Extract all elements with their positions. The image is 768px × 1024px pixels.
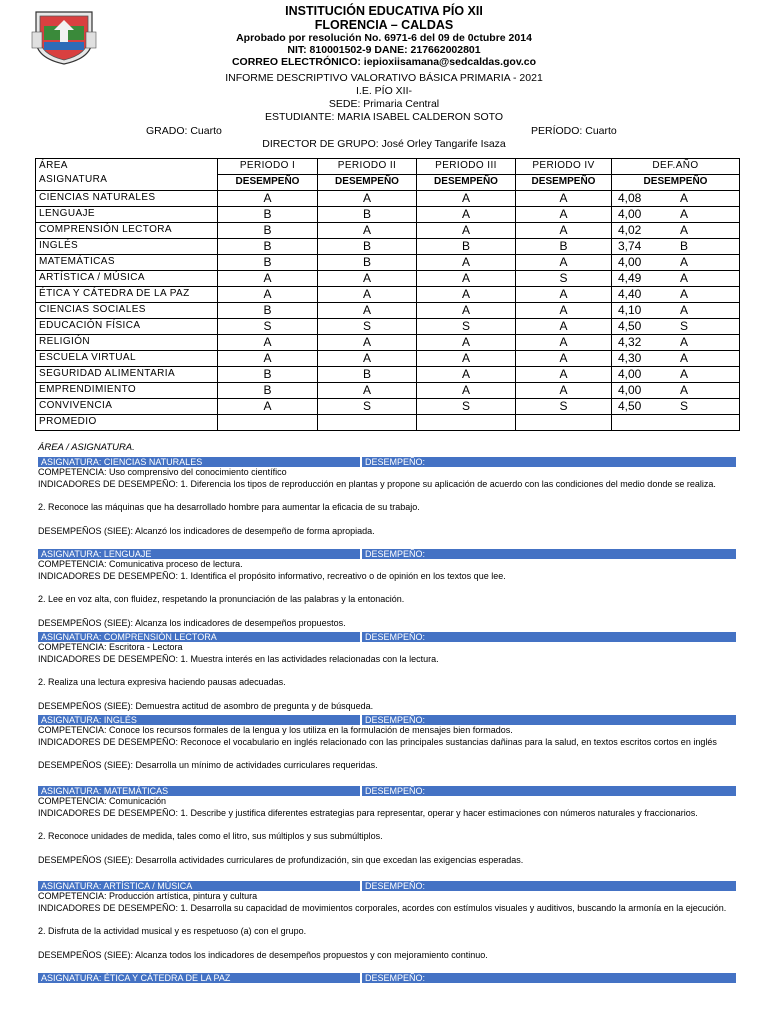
subject-text-line: DESEMPEÑOS (SIEE): Desarrolla un mínimo de actividades curriculares requeridas.	[38, 760, 378, 770]
def-year-letter: A	[680, 351, 689, 365]
period-2-grade-cell: S	[318, 399, 417, 415]
def-year-letter: B	[680, 239, 689, 253]
subject-text-line: COMPETENCIA: Comunicativa proceso de lectura.	[38, 559, 243, 569]
def-year-score: 4,50	[618, 399, 642, 413]
period-2-header: PERIODO II	[318, 159, 417, 175]
spacer	[38, 748, 736, 760]
def-year-score: 4,00	[618, 367, 642, 381]
area-name-cell: ÉTICA Y CÁTEDRA DE LA PAZ	[36, 287, 218, 303]
table-row	[36, 415, 740, 431]
period-1-grade-cell	[218, 415, 318, 431]
subject-section	[38, 715, 736, 772]
area-header: ÁREA	[39, 160, 68, 171]
table-row	[36, 303, 740, 319]
institution-name: INSTITUCIÓN EDUCATIVA PÍO XII	[285, 4, 483, 18]
subject-section	[38, 457, 736, 537]
def-year-letter: A	[680, 287, 689, 301]
area-name-cell: ESCUELA VIRTUAL	[36, 351, 218, 367]
spacer	[38, 514, 736, 526]
period-4-grade-cell: B	[516, 239, 612, 255]
period-3-grade-cell: S	[417, 399, 516, 415]
table-row	[36, 335, 740, 351]
period-4-grade-cell: A	[516, 255, 612, 271]
report-title: INFORME DESCRIPTIVO VALORATIVO BÁSICA PRIMARIA - 2021	[225, 72, 543, 84]
def-year-score: 4,00	[618, 383, 642, 397]
def-year-score: 4,10	[618, 303, 642, 317]
period-label: PERÍODO: Cuarto	[531, 125, 617, 137]
subject-desempeno-label: DESEMPEÑO:	[360, 457, 425, 467]
subject-text-line: 2. Disfruta de la actividad musical y es respetuoso (a) con el grupo.	[38, 926, 307, 936]
def-year-cell	[612, 399, 740, 415]
spacer	[38, 689, 736, 701]
def-year-letter: A	[680, 191, 689, 205]
period-1-grade-cell: A	[218, 287, 318, 303]
subject-header-bar	[38, 881, 736, 891]
period-2-grade-cell: B	[318, 255, 417, 271]
subject-title: ASIGNATURA: CIENCIAS NATURALES	[41, 457, 203, 467]
area-name-cell: RELIGIÓN	[36, 335, 218, 351]
period-1-grade-cell: A	[218, 335, 318, 351]
area-header-cell	[36, 159, 218, 191]
desempeno-header: DESEMPEÑO	[417, 175, 516, 191]
def-year-cell	[612, 287, 740, 303]
period-4-grade-cell: A	[516, 223, 612, 239]
period-2-grade-cell: B	[318, 367, 417, 383]
area-name-cell: LENGUAJE	[36, 207, 218, 223]
subject-text-line: DESEMPEÑOS (SIEE): Alcanza todos los indicadores de desempeños propuestos y con mejoramiento continuo.	[38, 949, 488, 960]
def-year-score: 4,50	[618, 319, 642, 333]
period-1-grade-cell: B	[218, 383, 318, 399]
period-3-grade-cell: A	[417, 271, 516, 287]
def-year-score: 4,40	[618, 287, 642, 301]
period-2-grade-cell: A	[318, 335, 417, 351]
def-year-cell	[612, 367, 740, 383]
subject-text-line: COMPETENCIA: Comunicación	[38, 796, 167, 806]
subject-section	[38, 973, 736, 983]
def-year-score: 4,32	[618, 335, 642, 349]
subject-desempeno-label: DESEMPEÑO:	[360, 715, 425, 725]
subject-text-line: DESEMPEÑOS (SIEE): Alcanza los indicadores de desempeños propuestos.	[38, 617, 346, 628]
subject-title: ASIGNATURA: INGLÉS	[41, 715, 137, 725]
period-2-grade-cell: A	[318, 351, 417, 367]
period-3-grade-cell: S	[417, 319, 516, 335]
period-4-grade-cell: A	[516, 287, 612, 303]
table-row	[36, 287, 740, 303]
def-year-score: 4,02	[618, 223, 642, 237]
subject-desempeno-label: DESEMPEÑO:	[360, 973, 425, 983]
period-1-grade-cell: A	[218, 351, 318, 367]
subject-text-line: INDICADORES DE DESEMPEÑO: 1. Identifica el propósito informativo, recreativo o de opinión en los textos que lee.	[38, 570, 506, 581]
period-3-grade-cell	[417, 415, 516, 431]
subject-text-line: 2. Lee en voz alta, con fluidez, respetando la pronunciación de las palabras y la entonación.	[38, 594, 405, 604]
desempeno-header: DESEMPEÑO	[218, 175, 318, 191]
area-name-cell: EDUCACIÓN FÍSICA	[36, 319, 218, 335]
resolution-text: Aprobado por resolución No. 6971-6 del 09 de 0ctubre 2014	[236, 32, 532, 44]
period-1-grade-cell: B	[218, 303, 318, 319]
table-row	[36, 351, 740, 367]
area-caption: ÁREA / ASIGNATURA.	[38, 442, 135, 453]
area-name-cell: SEGURIDAD ALIMENTARIA	[36, 367, 218, 383]
period-4-grade-cell: A	[516, 207, 612, 223]
subject-text-line: DESEMPEÑOS (SIEE): Alcanzó los indicadores de desempeño de forma apropiada.	[38, 525, 375, 536]
subject-desempeno-label: DESEMPEÑO:	[360, 881, 425, 891]
table-row	[36, 399, 740, 415]
period-3-header: PERIODO III	[417, 159, 516, 175]
period-2-grade-cell: A	[318, 383, 417, 399]
def-year-score: 4,00	[618, 255, 642, 269]
subject-text-line: INDICADORES DE DESEMPEÑO: 1. Desarrolla su capacidad de movimientos corporales, acordes con estímulos visuales y auditivos, buscando la armonía en la ejecución.	[38, 902, 727, 913]
table-row	[36, 319, 740, 335]
def-year-letter: A	[680, 271, 689, 285]
period-2-grade-cell: A	[318, 271, 417, 287]
area-name-cell: INGLÉS	[36, 239, 218, 255]
period-1-grade-cell: A	[218, 271, 318, 287]
period-1-grade-cell: B	[218, 239, 318, 255]
subject-text-line: 2. Reconoce las máquinas que ha desarrollado hombre para aumentar la eficacia de su trabajo.	[38, 502, 420, 512]
table-row	[36, 239, 740, 255]
desempeno-header: DESEMPEÑO	[318, 175, 417, 191]
subject-title: ASIGNATURA: COMPRENSIÓN LECTORA	[41, 632, 217, 642]
def-year-letter: S	[680, 399, 689, 413]
subject-text-line: COMPETENCIA: Conoce los recursos formales de la lengua y los utiliza en la formulación de mensajes bien formados.	[38, 725, 513, 735]
subject-section	[38, 632, 736, 712]
period-3-grade-cell: A	[417, 255, 516, 271]
table-row	[36, 191, 740, 207]
subject-text-line: 2. Realiza una lectura expresiva haciendo pausas adecuadas.	[38, 677, 286, 687]
period-2-grade-cell: S	[318, 319, 417, 335]
subject-text-line: INDICADORES DE DESEMPEÑO: 1. Diferencia los tipos de reproducción en plantas y propone su aplicación de acuerdo con las condiciones del medio donde se realiza.	[38, 478, 716, 489]
def-year-letter: A	[680, 335, 689, 349]
period-2-grade-cell	[318, 415, 417, 431]
spacer	[38, 490, 736, 502]
spacer	[38, 938, 736, 950]
subject-header-bar	[38, 632, 736, 642]
period-4-grade-cell: A	[516, 319, 612, 335]
period-1-grade-cell: A	[218, 191, 318, 207]
subject-header-bar	[38, 457, 736, 467]
report-ie: I.E. PÍO XII-	[355, 85, 412, 97]
subject-desempeno-label: DESEMPEÑO:	[360, 632, 425, 642]
period-4-grade-cell	[516, 415, 612, 431]
period-3-grade-cell: A	[417, 207, 516, 223]
subject-text-line: DESEMPEÑOS (SIEE): Desarrolla actividades curriculares de profundización, sin que excedan las exigencias esperadas.	[38, 854, 524, 865]
period-3-grade-cell: A	[417, 335, 516, 351]
period-2-grade-cell: A	[318, 223, 417, 239]
subject-header-bar	[38, 786, 736, 796]
subject-section	[38, 549, 736, 629]
def-year-score: 3,74	[618, 239, 642, 253]
area-name-cell: CONVIVENCIA	[36, 399, 218, 415]
def-year-letter: A	[680, 367, 689, 381]
period-3-grade-cell: A	[417, 223, 516, 239]
subject-header-bar	[38, 715, 736, 725]
period-4-grade-cell: A	[516, 383, 612, 399]
desempeno-header: DESEMPEÑO	[516, 175, 612, 191]
area-name-cell: CIENCIAS NATURALES	[36, 191, 218, 207]
group-director: DIRECTOR DE GRUPO: José Orley Tangarife Isaza	[262, 138, 506, 150]
def-year-cell	[612, 239, 740, 255]
period-2-grade-cell: A	[318, 303, 417, 319]
def-year-cell	[612, 351, 740, 367]
def-year-cell	[612, 319, 740, 335]
def-year-cell	[612, 191, 740, 207]
spacer	[38, 582, 736, 594]
subject-text-line: 2. Reconoce unidades de medida, tales como el litro, sus múltiplos y sus submúltiplos.	[38, 831, 383, 841]
period-4-grade-cell: S	[516, 399, 612, 415]
period-1-grade-cell: B	[218, 367, 318, 383]
def-year-cell	[612, 223, 740, 239]
subject-text-line: COMPETENCIA: Uso comprensivo del conocimiento científico	[38, 467, 287, 477]
def-year-header: DEF.AÑO	[612, 159, 740, 175]
table-row	[36, 367, 740, 383]
def-year-cell	[612, 335, 740, 351]
period-3-grade-cell: A	[417, 303, 516, 319]
period-4-grade-cell: A	[516, 351, 612, 367]
def-year-score: 4,30	[618, 351, 642, 365]
period-2-grade-cell: B	[318, 207, 417, 223]
area-name-cell: EMPRENDIMIENTO	[36, 383, 218, 399]
subject-section	[38, 881, 736, 961]
report-sede: SEDE: Primaria Central	[328, 98, 440, 110]
period-4-grade-cell: A	[516, 191, 612, 207]
subject-text-line: DESEMPEÑOS (SIEE): Demuestra actitud de asombro de pregunta y de búsqueda.	[38, 700, 374, 711]
period-2-grade-cell: A	[318, 287, 417, 303]
table-header-row	[36, 159, 740, 175]
area-name-cell: CIENCIAS SOCIALES	[36, 303, 218, 319]
def-year-score: 4,08	[618, 191, 642, 205]
grades-table	[35, 158, 740, 431]
def-year-letter: A	[680, 383, 689, 397]
table-row	[36, 271, 740, 287]
spacer	[38, 914, 736, 926]
def-year-score: 4,49	[618, 271, 642, 285]
period-2-grade-cell: B	[318, 239, 417, 255]
def-year-letter: A	[680, 303, 689, 317]
period-1-grade-cell: B	[218, 207, 318, 223]
subject-text-line: INDICADORES DE DESEMPEÑO: 1. Describe y justifica diferentes estrategias para representar, operar y hacer estimaciones con números naturales y fraccionarios.	[38, 807, 698, 818]
def-year-letter: A	[680, 255, 689, 269]
table-row	[36, 383, 740, 399]
period-4-grade-cell: S	[516, 271, 612, 287]
institution-city: FLORENCIA – CALDAS	[314, 18, 454, 32]
def-year-letter: A	[680, 207, 689, 221]
period-3-grade-cell: A	[417, 367, 516, 383]
spacer	[38, 843, 736, 855]
nit-dane-text: NIT: 810001502-9 DANE: 217662002801	[287, 44, 481, 56]
subject-text-line: COMPETENCIA: Escritora - Lectora	[38, 642, 183, 652]
subject-desempeno-label: DESEMPEÑO:	[360, 786, 425, 796]
subject-text-line: INDICADORES DE DESEMPEÑO: Reconoce el vocabulario en inglés relacionado con las principales sustancias dañinas para la salud, en textos escritos cortos en inglés	[38, 736, 717, 747]
def-year-cell	[612, 207, 740, 223]
email-text: CORREO ELECTRÓNICO: iepioxiisamana@sedcaldas.gov.co	[231, 56, 537, 68]
subject-desempeno-label: DESEMPEÑO:	[360, 549, 425, 559]
grade-label: GRADO: Cuarto	[146, 125, 222, 137]
period-4-grade-cell: A	[516, 335, 612, 351]
area-name-cell: PROMEDIO	[36, 415, 218, 431]
def-year-letter: A	[680, 223, 689, 237]
def-year-cell	[612, 415, 740, 431]
desempeno-header: DESEMPEÑO	[612, 175, 740, 191]
period-3-grade-cell: A	[417, 351, 516, 367]
subject-header-bar	[38, 973, 736, 983]
spacer	[38, 819, 736, 831]
def-year-score: 4,00	[618, 207, 642, 221]
period-2-grade-cell: A	[318, 191, 417, 207]
period-1-header: PERIODO I	[218, 159, 318, 175]
def-year-cell	[612, 303, 740, 319]
subject-title: ASIGNATURA: LENGUAJE	[41, 549, 152, 559]
period-1-grade-cell: B	[218, 223, 318, 239]
subject-title: ASIGNATURA: ÉTICA Y CÁTEDRA DE LA PAZ	[41, 973, 231, 983]
area-name-cell: MATEMÁTICAS	[36, 255, 218, 271]
asignatura-header: ASIGNATURA	[39, 174, 108, 185]
area-name-cell: ARTÍSTICA / MÚSICA	[36, 271, 218, 287]
period-1-grade-cell: A	[218, 399, 318, 415]
subject-text-line: COMPETENCIA: Producción artística, pintura y cultura	[38, 891, 258, 901]
subject-title: ASIGNATURA: MATEMÁTICAS	[41, 786, 169, 796]
area-name-cell: COMPRENSIÓN LECTORA	[36, 223, 218, 239]
subject-title: ASIGNATURA: ARTÍSTICA / MÚSICA	[41, 881, 193, 891]
period-4-grade-cell: A	[516, 303, 612, 319]
table-row	[36, 255, 740, 271]
period-1-grade-cell: S	[218, 319, 318, 335]
period-4-header: PERIODO IV	[516, 159, 612, 175]
def-year-letter: S	[680, 319, 689, 333]
def-year-cell	[612, 271, 740, 287]
period-4-grade-cell: A	[516, 367, 612, 383]
subject-text-line: INDICADORES DE DESEMPEÑO: 1. Muestra interés en las actividades relacionadas con la lectura.	[38, 653, 439, 664]
period-3-grade-cell: A	[417, 383, 516, 399]
period-1-grade-cell: B	[218, 255, 318, 271]
def-year-cell	[612, 255, 740, 271]
def-year-cell	[612, 383, 740, 399]
table-row	[36, 223, 740, 239]
subject-section	[38, 786, 736, 866]
spacer	[38, 606, 736, 618]
subject-header-bar	[38, 549, 736, 559]
table-row	[36, 207, 740, 223]
student-name: ESTUDIANTE: MARIA ISABEL CALDERON SOTO	[264, 111, 504, 123]
grade-rows	[36, 191, 740, 431]
spacer	[38, 665, 736, 677]
period-3-grade-cell: A	[417, 191, 516, 207]
period-3-grade-cell: A	[417, 287, 516, 303]
period-3-grade-cell: B	[417, 239, 516, 255]
